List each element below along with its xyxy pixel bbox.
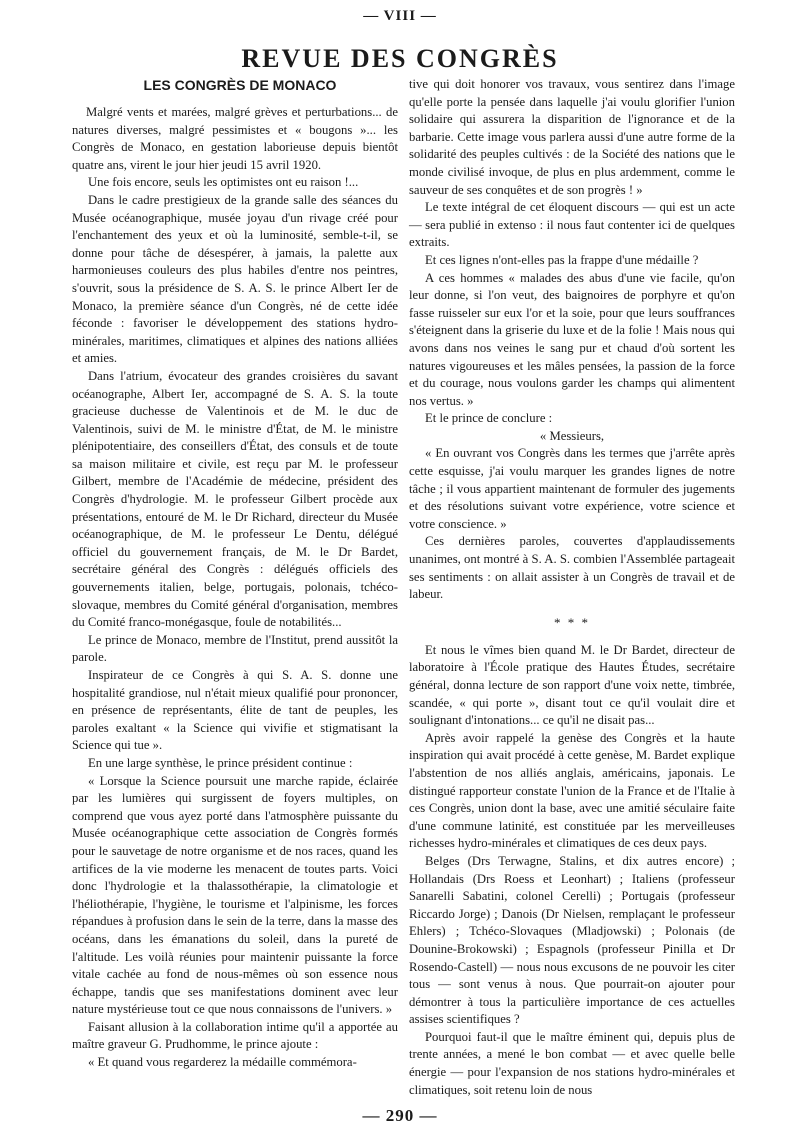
paragraph: Après avoir rappelé la genèse des Congrès et la haute inspiration qui avait procédé à cette genèse, M. Bardet explique l'abstention de nos alliés anglais, américains, japonais. Le distingué rapporteur constate l'union de la France et de l'Italie à ces Congrès, union dont la base, avec une amitié séculaire faite d'une commune latinité, est constituée par les merveilleuses richesses hydro-minérales et climatiques de ces deux pays. — [409, 730, 735, 851]
salutation: « Messieurs, — [539, 428, 605, 443]
section-divider: * * * — [554, 614, 590, 630]
paragraph: Malgré vents et marées, malgré grèves et perturbations... de natures diverses, malgré pessimistes et « bougons »... les Congrès de Monaco, en gestation laborieuse depuis bientôt quatre ans, virent le jour hier jeudi 15 avril 1920. — [72, 105, 398, 172]
paragraph: Une fois encore, seuls les optimistes ont eu raison !... — [88, 175, 359, 190]
paragraph: Le prince de Monaco, membre de l'Institut, prend aussitôt la parole. — [72, 632, 398, 665]
paragraph: Et ces lignes n'ont-elles pas la frappe d'une médaille ? — [425, 252, 699, 267]
page-number: — 290 — — [362, 1106, 438, 1125]
paragraph: Ces dernières paroles, couvertes d'applaudissements unanimes, ont montré à S. A. S. combien l'Assemblée partageait ses sentiments : on allait assister à un Congrès de travail et de labeur. — [409, 534, 735, 602]
paragraph: Inspirateur de ce Congrès à qui S. A. S. donne une hospitalité grandiose, nul n'était mieux qualifié pour prononcer, en présence de représentants, élite de tant de peuples, les paroles exaltant « la Science qui vivifie et stigmatisant la Science qui tue ». — [72, 668, 398, 753]
paragraph: « Et quand vous regarderez la médaille commémora- — [88, 1055, 357, 1070]
left-column — [72, 76, 398, 1072]
paragraph: « En ouvrant vos Congrès dans les termes que j'arrête après cette esquisse, j'ai voulu marquer les grandes lignes de notre tâche ; il vous appartient maintenant de formuler des jugements et des résolutions suivant votre expérience, votre science et votre conscience. » — [409, 446, 735, 531]
paragraph: Et nous le vîmes bien quand M. le Dr Bardet, directeur de laboratoire à l'École pratique des Hautes Études, secrétaire général, donna lecture de son rapport d'une voix nette, timbrée, scandée, « qui porte », disant tout ce qu'il voulait dire et soulignant d'intonations... ce qu'il ne disait pas... — [409, 642, 735, 728]
paragraph: Pourquoi faut-il que le maître éminent qui, depuis plus de trente années, a mené le bon combat — et avec quelle belle énergie — pour l'expansion de nos stations hydro-minérales et climatiques, soit retenu loin de nous — [409, 1029, 735, 1097]
paragraph: En une large synthèse, le prince président continue : — [88, 755, 353, 770]
journal-title: REVUE DES CONGRÈS — [241, 44, 559, 73]
article-title: LES CONGRÈS DE MONACO — [143, 77, 337, 93]
paragraph: tive qui doit honorer vos travaux, vous sentirez dans l'image qu'elle porte la pensée dans laquelle j'ai voulu glorifier l'union solidaire qui assurera la disparition de l'ignorance et de la barbarie. Cette image vous parlera aussi d'une autre forme de la solidarité des peuples cultivés : de la Société des nations que le monde civilisé invoque, de plus en plus ardemment, comme le sauveur de ses conquêtes et de son progrès ! » — [409, 77, 735, 197]
page-number-roman: — VIII — — [363, 8, 437, 24]
right-column — [409, 76, 735, 1099]
paragraph: Le texte intégral de cet éloquent discours — qui est un acte — sera publié in extenso : il nous faut contenter ici de quelques extraits. — [409, 200, 735, 250]
paragraph: Et le prince de conclure : — [425, 411, 553, 426]
paragraph: Faisant allusion à la collaboration intime qu'il a apportée au maître graveur G. Prudhomme, le prince ajoute : — [72, 1019, 398, 1052]
paragraph: Dans l'atrium, évocateur des grandes croisières du savant océanographe, Albert Ier, accompagné de S. A. S. la toute gracieuse duchesse de Valentinois et de M. le duc de Valentinois, suivi de M. le ministre d'État, de M. le ministre plénipotentiaire, des conseillers d'État, des consuls et de toute sa maison militaire et civile, est reçu par M. le professeur Gilbert, membre de l'Académie de médecine, président des Congrès d'hydrologie. M. le professeur Gilbert procède aux présentations, entouré de M. le Dr Richard, directeur du Musée océanographique, de M. le professeur Le Dentu, délégué officiel du gouvernement français, de M. le Dr Bardet, secrétaire général des Congrès : délégués officiels des gouvernements italien, belge, portugais, polonais, tchéco-slovaque, membres du Comité général d'organisation, membres du Comité franco-monégasque, foule de notabilités... — [72, 368, 398, 630]
paragraph: Dans le cadre prestigieux de la grande salle des séances du Musée océanographique, musée joyau d'un rivage créé pour l'enchantement des yeux et où la luminosité, semble-t-il, se donne pour tâche de désespérer, à jamais, la palette aux harmonieuses couleurs des plus habiles d'entre nos peintres, s'ouvrit, sous la présidence de S. A. S. le prince Albert Ier de Monaco, la première séance d'un Congrès, né de cette idée féconde : favoriser le développement des stations hydro-minérales, maritimes, climatiques et alpines des nations alliées et amies. — [72, 192, 398, 366]
paragraph: Belges (Drs Terwagne, Stalins, et dix autres encore) ; Hollandais (Drs Roess et Leonhart) ; Italiens (professeur Sanarelli Sabatini, colonel Cerelli) ; Portugais (professeur Riccardo Jorge) ; Danois (Dr Nielsen, remplaçant le professeur Ehlers) ; Tchéco-Slovaques (Mladjowski) ; Polonais (de Dounine-Brokowski) ; Espagnols (professeur Pinilla et Dr Rosendo-Castell) — nous nous excusons de ne pouvoir les citer tous — sont venus à nous. Que pourrait-on ajouter pour démontrer à tous la particulière importance de ces actuelles assises scientifiques ? — [409, 853, 735, 1027]
paragraph: A ces hommes « malades des abus d'une vie facile, qu'on leur donne, si l'on veut, des baignoires de porphyre et qu'on fasse ruisseler sur eux l'or et la soie, pour que leurs souffrances s'éteignent dans la griserie du luxe et de la folie ! Mais nous qui avons dans nos veines le sang pur et chaud d'où sortent les natures vigoureuses et les mâles pensées, la passion de la force et du courage, nous voulons garder les champs qui alimentent nos vertus. » — [409, 270, 735, 408]
paragraph: « Lorsque la Science poursuit une marche rapide, éclairée par les lumières qui surgissent de foyers multiples, on comprend que vous ayez porté dans l'atmosphère puissante du Musée océanographique cette association de Congrès formés pour le sauvetage de notre organisme et de nos races, quand les artifices de la vie moderne les menacent de toutes parts. Voici donc l'hydrologie et la thalassothérapie, la climatologie et l'héliothérapie, l'hygiène, le tourisme et l'alpinisme, les forces répandues à profusion dans le sein de la terre, dans la masse des océans, dans les émanations du soleil, dans la pureté de l'altitude. Les voilà réunies pour maintenir puissante la force vitale cachée au fond de nous-mêmes où son essence nous échappe, tandis que ses manifestations dominent avec leur nature mystérieuse tout ce que nous connaissons de l'univers. » — [72, 773, 398, 1017]
